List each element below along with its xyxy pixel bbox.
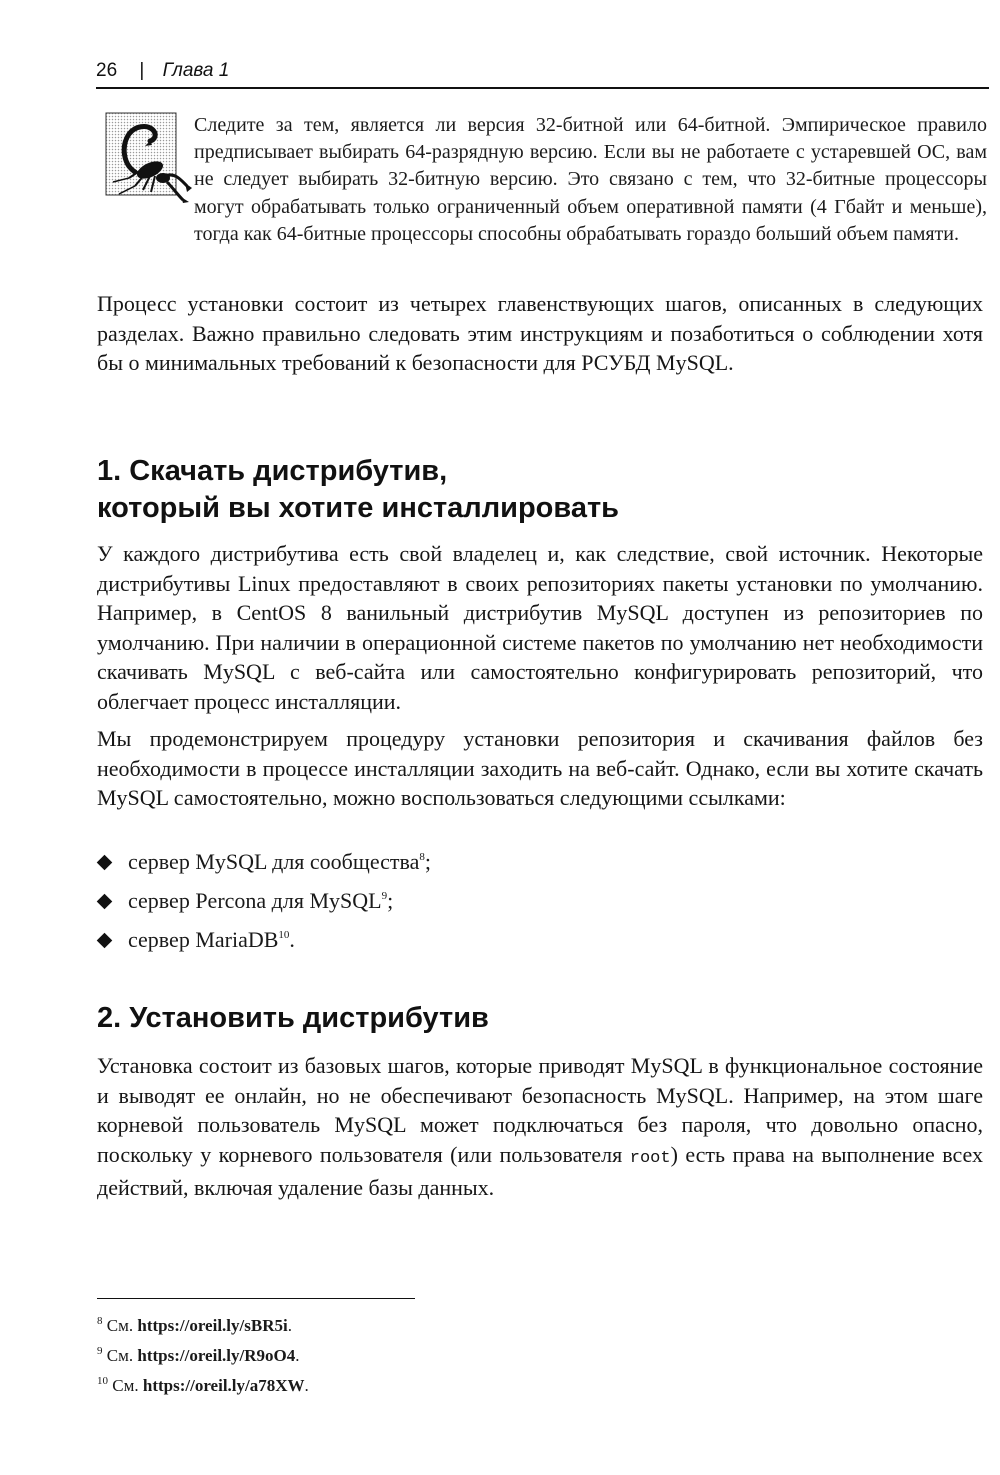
header-rule: [96, 87, 989, 89]
footnotes: [97, 1314, 697, 1404]
section-1-heading: [97, 453, 983, 527]
list-item: [97, 925, 983, 964]
running-head: [96, 60, 989, 82]
section-1-paragraph-1: У каждого дистрибутива есть свой владелец и, как следствие, свой источник. Некоторые дистрибутивы Linux предоставляют в своих репозиториях пакеты установки по умолчанию. Например, в CentOS 8 ванильный дистрибутив MySQL доступен из репозиториев по умолчанию. При наличии в операционной системе пакетов по умолчанию нет необходимости скачивать MySQL с веб-сайта или самостоятельно конфигурировать репозиторий, что облегчает процесс инсталляции.: [97, 541, 983, 714]
section-1-heading-line2: который вы хотите инсталлировать: [97, 492, 619, 524]
section-1-heading-line1: 1. Скачать дистрибутив,: [97, 455, 448, 487]
footnote: [97, 1314, 697, 1344]
footnote-ref[interactable]: 8: [419, 851, 425, 863]
list-item: [97, 847, 983, 886]
list-item-text: сервер Percona для MySQL: [128, 888, 382, 913]
footnote-end: .: [295, 1346, 300, 1365]
footnote: [97, 1344, 697, 1374]
list-item-text: сервер MySQL для сообщества: [128, 849, 420, 874]
running-head-separator: |: [139, 60, 145, 81]
page-number: 26: [96, 60, 118, 81]
footnote-ref[interactable]: 9: [381, 890, 388, 902]
section-1-paragraph-2: Мы продемонстрируем процедуру установки репозитория и скачивания файлов без необходимости в процессе инсталляции заходить на веб-сайт. Однако, если вы хотите скачать MySQL самостоятельно, можно воспользоваться следующими ссылками:: [97, 726, 983, 810]
list-item-end: .: [289, 927, 295, 952]
section-2-text-after-code: ) есть права на выполнение всех действий, включая удаление базы данных.: [97, 1141, 984, 1200]
section-2-text-before-code: Установка состоит из базовых шагов, которые приводят MySQL в функциональное состояние и выводят ее онлайн, но не обеспечивают безопасность MySQL. Например, на этом шаге корневой пользователь MySQL может подключаться без пароля, что довольно опасно, поскольку у корневого пользователя (или пользователя: [97, 1053, 983, 1167]
footnote: [97, 1374, 697, 1404]
footnote-number: 10: [97, 1375, 108, 1387]
footnote-prefix: См.: [112, 1376, 139, 1395]
diamond-bullet-icon: [97, 855, 113, 871]
footnote-link[interactable]: https://oreil.ly/sBR5i: [137, 1316, 288, 1335]
footnote-rule: [97, 1298, 415, 1299]
section-2-paragraph: [97, 1051, 983, 1203]
footnote-link[interactable]: https://oreil.ly/a78XW: [142, 1376, 305, 1395]
diamond-bullet-icon: [97, 894, 113, 910]
list-item-text: сервер MariaDB: [128, 927, 279, 952]
footnote-number: 9: [97, 1345, 103, 1357]
warning-text: Следите за тем, является ли версия 32-битной или 64-битной. Эмпирическое правило предписывает выбирать 64-разрядную версию. Если вы не работаете с устаревшей ОС, вам не следует выбирать 32-битную версию. Это связано с тем, что 32-битные процессоры могут обрабатывать только ограниченный объем оперативной памяти (4 Гбайт и меньше), тогда как 64-битные процессоры способны обрабатывать гораздо больший объем памяти.: [194, 114, 987, 245]
footnote-prefix: См.: [106, 1346, 134, 1365]
footnote-ref[interactable]: 10: [278, 929, 290, 941]
footnote-end: .: [304, 1376, 309, 1395]
download-links-list: [97, 847, 983, 964]
footnote-prefix: См.: [106, 1316, 134, 1335]
list-item-end: ;: [424, 849, 431, 874]
footnote-end: .: [287, 1316, 292, 1335]
list-item: [97, 886, 983, 925]
scorpion-icon: [105, 112, 195, 204]
inline-code-root: root: [629, 1148, 671, 1168]
section-2-heading: 2. Установить дистрибутив: [97, 1002, 489, 1034]
diamond-bullet-icon: [97, 933, 113, 949]
list-item-end: ;: [387, 888, 394, 913]
intro-paragraph: Процесс установки состоит из четырех главенствующих шагов, описанных в следующих разделах. Важно правильно следовать этим инструкциям и позаботиться о соблюдении хотя бы о минимальных требований к безопасности для РСУБД MySQL.: [97, 291, 983, 375]
footnote-number: 8: [97, 1315, 103, 1327]
footnote-link[interactable]: https://oreil.ly/R9oO4: [137, 1346, 296, 1365]
chapter-title: Глава 1: [162, 60, 230, 81]
